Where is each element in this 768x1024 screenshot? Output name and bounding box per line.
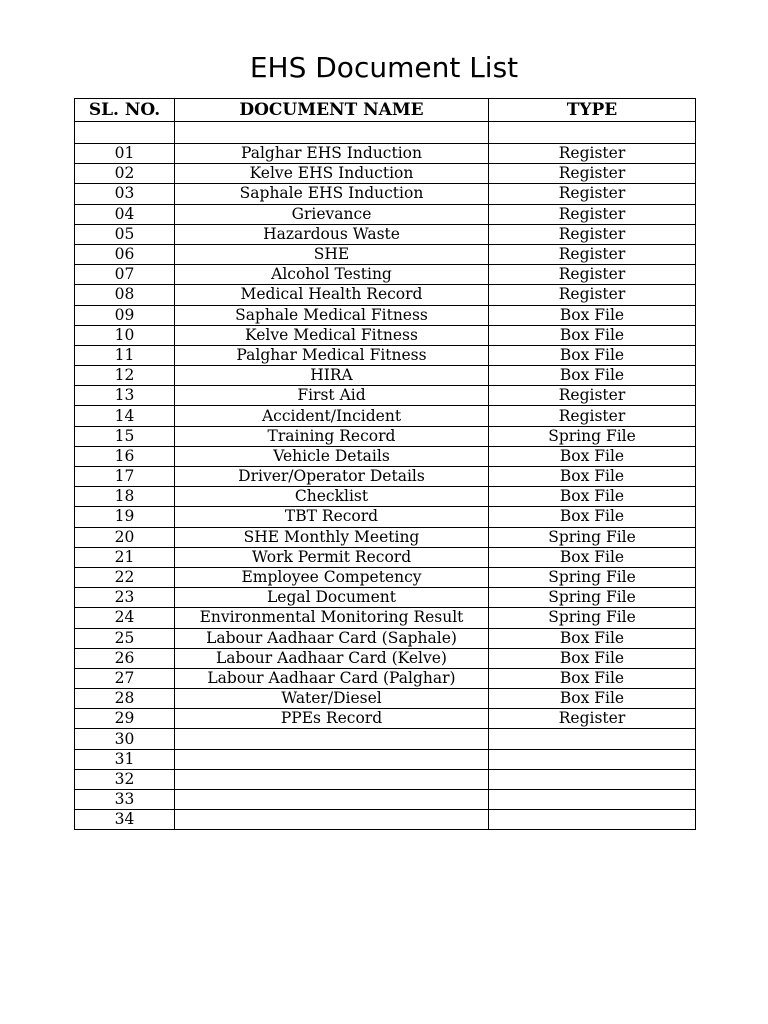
- cell-sl-no: 16: [75, 446, 175, 466]
- cell-sl-no: 25: [75, 628, 175, 648]
- cell-type: [489, 749, 696, 769]
- cell-type: Spring File: [489, 426, 696, 446]
- page-title: EHS Document List: [249, 51, 519, 84]
- cell-sl-no: 31: [75, 749, 175, 769]
- table-row: [75, 386, 696, 406]
- cell-type: Register: [489, 386, 696, 406]
- cell-document-name: [175, 790, 489, 810]
- cell-sl-no: 02: [75, 164, 175, 184]
- cell-type: Box File: [489, 689, 696, 709]
- table-row: [75, 689, 696, 709]
- cell-type: Box File: [489, 507, 696, 527]
- table-row: [75, 265, 696, 285]
- table-row: [75, 567, 696, 587]
- cell-document-name: Accident/Incident: [175, 406, 489, 426]
- cell-document-name: Employee Competency: [175, 567, 489, 587]
- table-row: [75, 628, 696, 648]
- cell-sl-no: 15: [75, 426, 175, 446]
- cell-sl-no: 19: [75, 507, 175, 527]
- header-type: TYPE: [489, 99, 696, 122]
- cell-sl-no: 30: [75, 729, 175, 749]
- cell-type: Box File: [489, 628, 696, 648]
- cell-sl-no: 03: [75, 184, 175, 204]
- table-row: [75, 467, 696, 487]
- cell-type: Box File: [489, 366, 696, 386]
- cell-type: Box File: [489, 487, 696, 507]
- cell-sl-no: 01: [75, 144, 175, 164]
- table-row: [75, 810, 696, 830]
- cell-document-name: Work Permit Record: [175, 547, 489, 567]
- cell-document-name: Alcohol Testing: [175, 265, 489, 285]
- cell-document-name: Saphale EHS Induction: [175, 184, 489, 204]
- table-row: [75, 527, 696, 547]
- cell-sl-no: 22: [75, 567, 175, 587]
- document-table: [74, 98, 696, 830]
- table-row: [75, 668, 696, 688]
- cell-type: Register: [489, 224, 696, 244]
- blank-cell: [75, 122, 175, 144]
- cell-document-name: Vehicle Details: [175, 446, 489, 466]
- cell-sl-no: 05: [75, 224, 175, 244]
- cell-document-name: Palghar EHS Induction: [175, 144, 489, 164]
- cell-sl-no: 27: [75, 668, 175, 688]
- cell-type: Register: [489, 204, 696, 224]
- header-sl-no: SL. NO.: [75, 99, 175, 122]
- table-row: [75, 345, 696, 365]
- cell-type: Box File: [489, 467, 696, 487]
- cell-sl-no: 17: [75, 467, 175, 487]
- cell-sl-no: 24: [75, 608, 175, 628]
- table-row: [75, 144, 696, 164]
- cell-document-name: Medical Health Record: [175, 285, 489, 305]
- cell-sl-no: 29: [75, 709, 175, 729]
- cell-document-name: SHE Monthly Meeting: [175, 527, 489, 547]
- cell-type: [489, 810, 696, 830]
- cell-document-name: Labour Aadhaar Card (Saphale): [175, 628, 489, 648]
- cell-type: Box File: [489, 547, 696, 567]
- table-row: [75, 244, 696, 264]
- table-row: [75, 709, 696, 729]
- table-row: [75, 446, 696, 466]
- table-row: [75, 769, 696, 789]
- cell-sl-no: 33: [75, 790, 175, 810]
- table-row: [75, 547, 696, 567]
- cell-sl-no: 13: [75, 386, 175, 406]
- cell-type: [489, 790, 696, 810]
- cell-document-name: Palghar Medical Fitness: [175, 345, 489, 365]
- cell-document-name: Legal Document: [175, 588, 489, 608]
- cell-sl-no: 26: [75, 648, 175, 668]
- cell-document-name: [175, 810, 489, 830]
- cell-sl-no: 06: [75, 244, 175, 264]
- cell-document-name: Saphale Medical Fitness: [175, 305, 489, 325]
- cell-sl-no: 11: [75, 345, 175, 365]
- table-row: [75, 305, 696, 325]
- cell-sl-no: 10: [75, 325, 175, 345]
- table-row: [75, 426, 696, 446]
- cell-type: [489, 729, 696, 749]
- table-row: [75, 285, 696, 305]
- table-row: [75, 325, 696, 345]
- cell-sl-no: 32: [75, 769, 175, 789]
- cell-sl-no: 21: [75, 547, 175, 567]
- cell-document-name: Labour Aadhaar Card (Palghar): [175, 668, 489, 688]
- cell-type: Register: [489, 144, 696, 164]
- cell-type: [489, 769, 696, 789]
- table-row: [75, 487, 696, 507]
- cell-document-name: Grievance: [175, 204, 489, 224]
- cell-sl-no: 28: [75, 689, 175, 709]
- cell-document-name: [175, 769, 489, 789]
- cell-document-name: Driver/Operator Details: [175, 467, 489, 487]
- cell-type: Register: [489, 285, 696, 305]
- cell-type: Box File: [489, 305, 696, 325]
- cell-type: Box File: [489, 345, 696, 365]
- table-row: [75, 406, 696, 426]
- cell-sl-no: 23: [75, 588, 175, 608]
- cell-sl-no: 34: [75, 810, 175, 830]
- cell-type: Register: [489, 406, 696, 426]
- cell-type: Register: [489, 184, 696, 204]
- cell-document-name: [175, 729, 489, 749]
- cell-sl-no: 09: [75, 305, 175, 325]
- cell-document-name: Water/Diesel: [175, 689, 489, 709]
- cell-sl-no: 14: [75, 406, 175, 426]
- cell-document-name: First Aid: [175, 386, 489, 406]
- cell-type: Box File: [489, 446, 696, 466]
- cell-document-name: Hazardous Waste: [175, 224, 489, 244]
- cell-sl-no: 07: [75, 265, 175, 285]
- cell-sl-no: 04: [75, 204, 175, 224]
- table-row: [75, 224, 696, 244]
- table-row: [75, 184, 696, 204]
- table-row: [75, 507, 696, 527]
- cell-sl-no: 08: [75, 285, 175, 305]
- cell-type: Box File: [489, 668, 696, 688]
- header-row: [75, 99, 696, 122]
- cell-document-name: [175, 749, 489, 769]
- cell-type: Register: [489, 164, 696, 184]
- table-row: [75, 608, 696, 628]
- cell-document-name: SHE: [175, 244, 489, 264]
- table-row: [75, 204, 696, 224]
- cell-type: Box File: [489, 325, 696, 345]
- cell-document-name: HIRA: [175, 366, 489, 386]
- cell-document-name: Labour Aadhaar Card (Kelve): [175, 648, 489, 668]
- table-row: [75, 749, 696, 769]
- blank-row: [75, 122, 696, 144]
- header-document-name: DOCUMENT NAME: [175, 99, 489, 122]
- cell-document-name: Kelve EHS Induction: [175, 164, 489, 184]
- cell-document-name: TBT Record: [175, 507, 489, 527]
- cell-type: Spring File: [489, 567, 696, 587]
- table-row: [75, 366, 696, 386]
- table-row: [75, 729, 696, 749]
- blank-cell: [175, 122, 489, 144]
- blank-cell: [489, 122, 696, 144]
- cell-document-name: Training Record: [175, 426, 489, 446]
- cell-type: Register: [489, 244, 696, 264]
- cell-type: Spring File: [489, 527, 696, 547]
- cell-type: Register: [489, 265, 696, 285]
- cell-type: Spring File: [489, 588, 696, 608]
- cell-type: Register: [489, 709, 696, 729]
- table-row: [75, 790, 696, 810]
- cell-document-name: PPEs Record: [175, 709, 489, 729]
- cell-sl-no: 18: [75, 487, 175, 507]
- cell-type: Spring File: [489, 608, 696, 628]
- cell-type: Box File: [489, 648, 696, 668]
- table-row: [75, 164, 696, 184]
- table-row: [75, 648, 696, 668]
- cell-document-name: Kelve Medical Fitness: [175, 325, 489, 345]
- cell-sl-no: 12: [75, 366, 175, 386]
- cell-sl-no: 20: [75, 527, 175, 547]
- table-row: [75, 588, 696, 608]
- cell-document-name: Environmental Monitoring Result: [175, 608, 489, 628]
- cell-document-name: Checklist: [175, 487, 489, 507]
